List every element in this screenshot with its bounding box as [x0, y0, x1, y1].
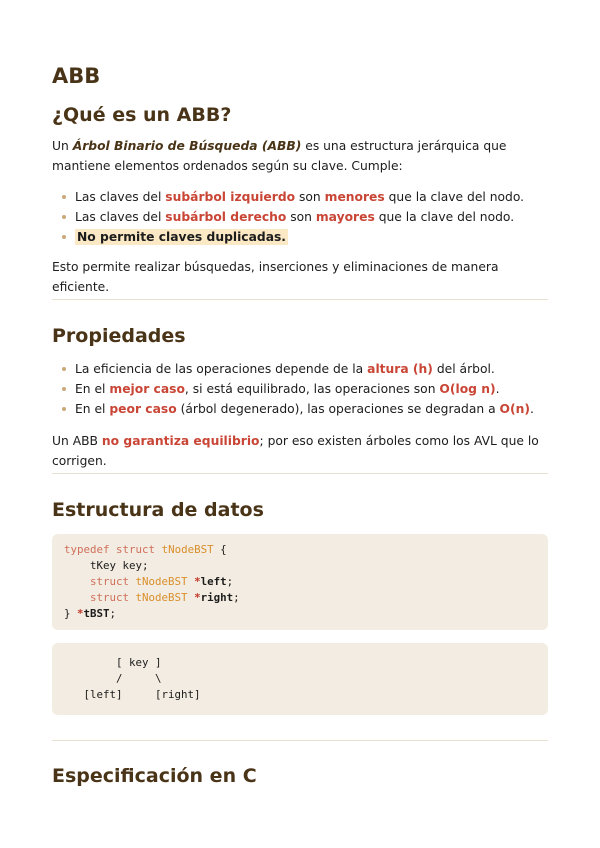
list-item: En el peor caso (árbol degenerado), las operaciones se degradan a O(n). [52, 399, 548, 419]
abb-rules-list [52, 187, 548, 247]
code-block-tree-diagram [52, 643, 548, 715]
bullet-icon [62, 195, 66, 199]
code-block-struct [52, 534, 548, 630]
bullet-icon [62, 215, 66, 219]
section-heading-propiedades: Propiedades [52, 325, 186, 347]
code-line: tKey key; [64, 559, 149, 572]
section-heading-que-es: ¿Qué es un ABB? [52, 104, 232, 126]
diagram-line: [ key ] [64, 656, 162, 669]
list-item: Las claves del subárbol izquierdo son menores que la clave del nodo. [52, 187, 548, 207]
properties-list [52, 359, 548, 419]
diagram-line: [left] [right] [64, 688, 201, 701]
list-item: Las claves del subárbol derecho son mayores que la clave del nodo. [52, 207, 548, 227]
section2-closing: Un ABB no garantiza equilibrio; por eso existen árboles como los AVL que lo corrigen. [52, 434, 539, 468]
abb-definition-term: Árbol Binario de Búsqueda (ABB) [72, 139, 302, 153]
diagram-line: / \ [64, 672, 162, 685]
divider [52, 473, 548, 474]
divider [52, 299, 548, 300]
highlighted-note: No permite claves duplicadas. [77, 230, 286, 244]
bullet-icon [62, 407, 66, 411]
code-line: typedef struct tNodeBST { [64, 543, 227, 556]
page-title: ABB [52, 64, 101, 88]
list-item: En el mejor caso, si está equilibrado, las operaciones son O(log n). [52, 379, 548, 399]
intro-paragraph: Un Árbol Binario de Búsqueda (ABB) es una estructura jerárquica que mantiene elementos ordenados según su clave. Cumple: [52, 139, 507, 173]
code-line: } *tBST; [64, 607, 117, 620]
divider [52, 740, 548, 741]
bullet-icon [62, 387, 66, 391]
code-line: struct tNodeBST *left; [90, 575, 234, 588]
list-item [52, 227, 548, 247]
section-heading-especificacion: Especificación en C [52, 765, 257, 787]
section-heading-estructura: Estructura de datos [52, 499, 264, 521]
list-item: La eficiencia de las operaciones depende de la altura (h) del árbol. [52, 359, 548, 379]
code-line: struct tNodeBST *right; [90, 591, 240, 604]
section1-closing: Esto permite realizar búsquedas, inserciones y eliminaciones de manera eficiente. [52, 260, 499, 294]
bullet-icon [62, 367, 66, 371]
bullet-icon [62, 235, 66, 239]
